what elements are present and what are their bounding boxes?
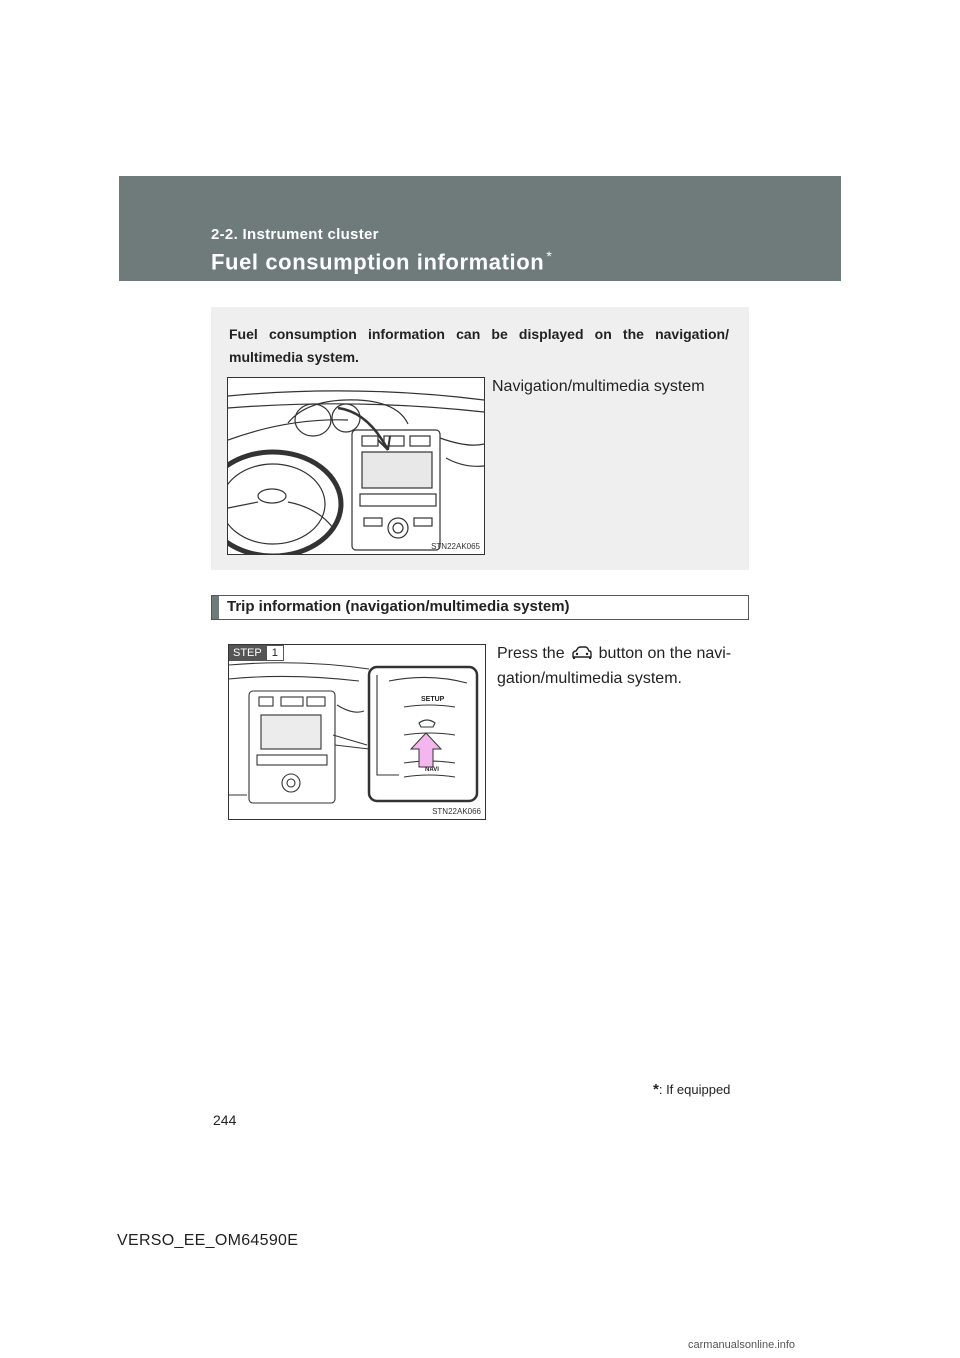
dashboard-drawing bbox=[228, 378, 484, 554]
section-header bbox=[119, 176, 841, 281]
title-asterisk: * bbox=[546, 248, 553, 264]
step-instruction bbox=[497, 641, 752, 691]
footnote-text: : If equipped bbox=[658, 1082, 731, 1097]
figure-caption: Navigation/multimedia system bbox=[492, 378, 705, 395]
footnote-asterisk: * bbox=[653, 1081, 659, 1098]
step-text-before: Press the bbox=[497, 645, 565, 662]
setup-label: SETUP bbox=[421, 696, 445, 703]
step-label: STEP bbox=[229, 645, 266, 661]
page-number: 244 bbox=[213, 1112, 237, 1128]
subheading-text: Trip information (navigation/multimedia system) bbox=[227, 598, 570, 615]
step-number: 1 bbox=[266, 645, 284, 661]
page-title bbox=[211, 248, 552, 275]
car-icon bbox=[571, 646, 593, 660]
navi-label: NAVI bbox=[425, 767, 439, 773]
subheading-box bbox=[211, 595, 749, 620]
subheading-bar bbox=[212, 596, 219, 619]
section-label: 2-2. Instrument cluster bbox=[211, 226, 379, 243]
figure-code: STN22AK065 bbox=[431, 542, 480, 551]
button-drawing bbox=[229, 645, 485, 819]
step-text-after: button on the navi- gation/multimedia system. bbox=[497, 645, 732, 687]
footnote bbox=[653, 1081, 730, 1098]
page-title-text: Fuel consumption information bbox=[211, 249, 545, 275]
intro-text: Fuel consumption information can be displayed on the navigation/ multimedia system. bbox=[229, 326, 729, 365]
figure-code: STN22AK066 bbox=[432, 807, 481, 816]
document-id: VERSO_EE_OM64590E bbox=[117, 1232, 299, 1249]
button-illustration bbox=[228, 644, 486, 820]
watermark: carmanualsonline.info bbox=[688, 1339, 796, 1351]
dashboard-illustration bbox=[227, 377, 485, 555]
intro-box bbox=[211, 307, 749, 570]
step-badge bbox=[229, 645, 284, 661]
